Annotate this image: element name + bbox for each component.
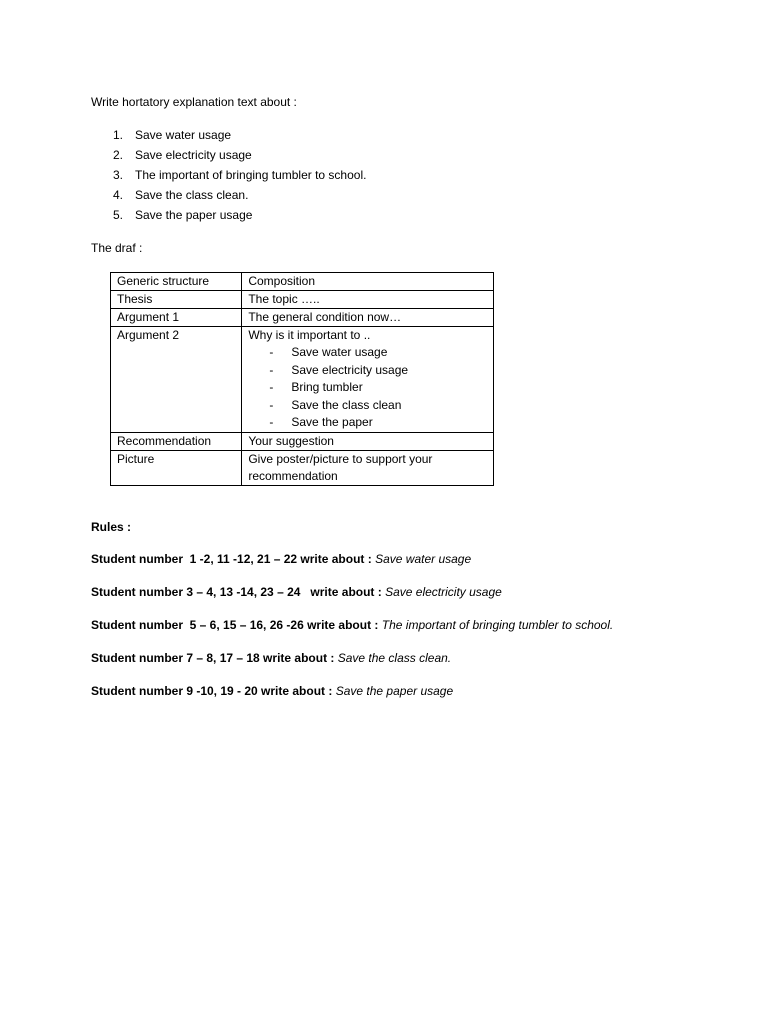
dash-bullet: - [269, 415, 274, 430]
sub-list-text: Save water usage [291, 345, 388, 359]
cell-text-line: Give poster/picture to support your [248, 451, 433, 466]
rule-line [91, 617, 613, 633]
rule-line [91, 683, 453, 699]
list-item [113, 207, 366, 227]
table-row [111, 327, 494, 433]
sub-list-item [248, 344, 487, 362]
list-item [113, 127, 366, 147]
sub-list-text: Bring tumbler [291, 380, 363, 395]
list-text: The important of bringing tumbler to school. [135, 168, 367, 182]
dash-bullet: - [269, 345, 274, 359]
rule-line [91, 584, 502, 600]
rule-lead: Student number 3 – 4, 13 -14, 23 – 24 write about : [91, 585, 386, 599]
rules-heading: Rules : [91, 520, 132, 534]
rule-lead: Student number 9 -10, 19 - 20 write about : [91, 684, 336, 698]
table-cell: Argument 2 [111, 327, 242, 433]
table-cell [242, 327, 494, 433]
table-header-cell: Composition [242, 273, 494, 291]
list-text: Save water usage [135, 128, 232, 142]
table-row [111, 291, 494, 309]
list-text: Save the class clean. [135, 188, 249, 202]
sub-list-item [248, 379, 487, 397]
list-item [113, 147, 366, 167]
sub-list-text: Save the class clean [291, 397, 402, 412]
dash-bullet: - [269, 397, 274, 412]
intro-text: Write hortatory explanation text about : [91, 95, 297, 109]
rule-lead: Student number 7 – 8, 17 – 18 write about : [91, 651, 338, 665]
list-text: Save the paper usage [135, 208, 253, 222]
task-list [113, 127, 366, 227]
table-cell: The topic ….. [242, 291, 494, 309]
sub-list-item [248, 362, 487, 380]
table-cell: The general condition now… [242, 309, 494, 327]
table-row [111, 309, 494, 327]
rule-lead: Student number 5 – 6, 15 – 16, 26 -26 write about : [91, 618, 382, 632]
list-number: 5. [113, 208, 124, 222]
rule-topic: Save the paper usage [335, 684, 454, 698]
rule-line [91, 650, 451, 666]
list-number: 3. [113, 168, 124, 182]
list-number: 4. [113, 188, 124, 202]
rule-topic: Save the class clean. [337, 651, 452, 665]
list-number: 1. [113, 128, 124, 142]
sub-list-text: Save the paper [291, 415, 373, 430]
dash-bullet: - [269, 380, 274, 395]
table-row [111, 450, 494, 485]
rule-lead: Student number 1 -2, 11 -12, 21 – 22 write about : [91, 552, 376, 566]
table-row [111, 432, 494, 450]
cell-text: Why is it important to .. [248, 328, 371, 342]
list-text: Save electricity usage [135, 148, 252, 162]
rule-topic: Save electricity usage [385, 585, 502, 599]
table-cell: Argument 1 [111, 309, 242, 327]
sub-list-text: Save electricity usage [291, 362, 409, 377]
rule-topic: The important of bringing tumbler to school. [381, 618, 614, 632]
list-item [113, 187, 366, 207]
rule-topic: Save water usage [375, 552, 472, 566]
list-item [113, 167, 366, 187]
sub-list-item [248, 414, 487, 432]
cell-text-line: recommendation [248, 468, 338, 483]
table-header-cell: Generic structure [111, 273, 242, 291]
table-cell: Thesis [111, 291, 242, 309]
table-cell: Recommendation [111, 432, 242, 450]
table-cell: Your suggestion [242, 432, 494, 450]
sub-list-item [248, 397, 487, 415]
draft-table [110, 272, 494, 486]
dash-bullet: - [269, 362, 274, 377]
list-number: 2. [113, 148, 124, 162]
rule-line [91, 551, 471, 567]
table-header-row [111, 273, 494, 291]
table-cell [242, 450, 494, 485]
sub-list [248, 344, 487, 432]
draf-label: The draf : [91, 241, 143, 255]
table-cell: Picture [111, 450, 242, 485]
